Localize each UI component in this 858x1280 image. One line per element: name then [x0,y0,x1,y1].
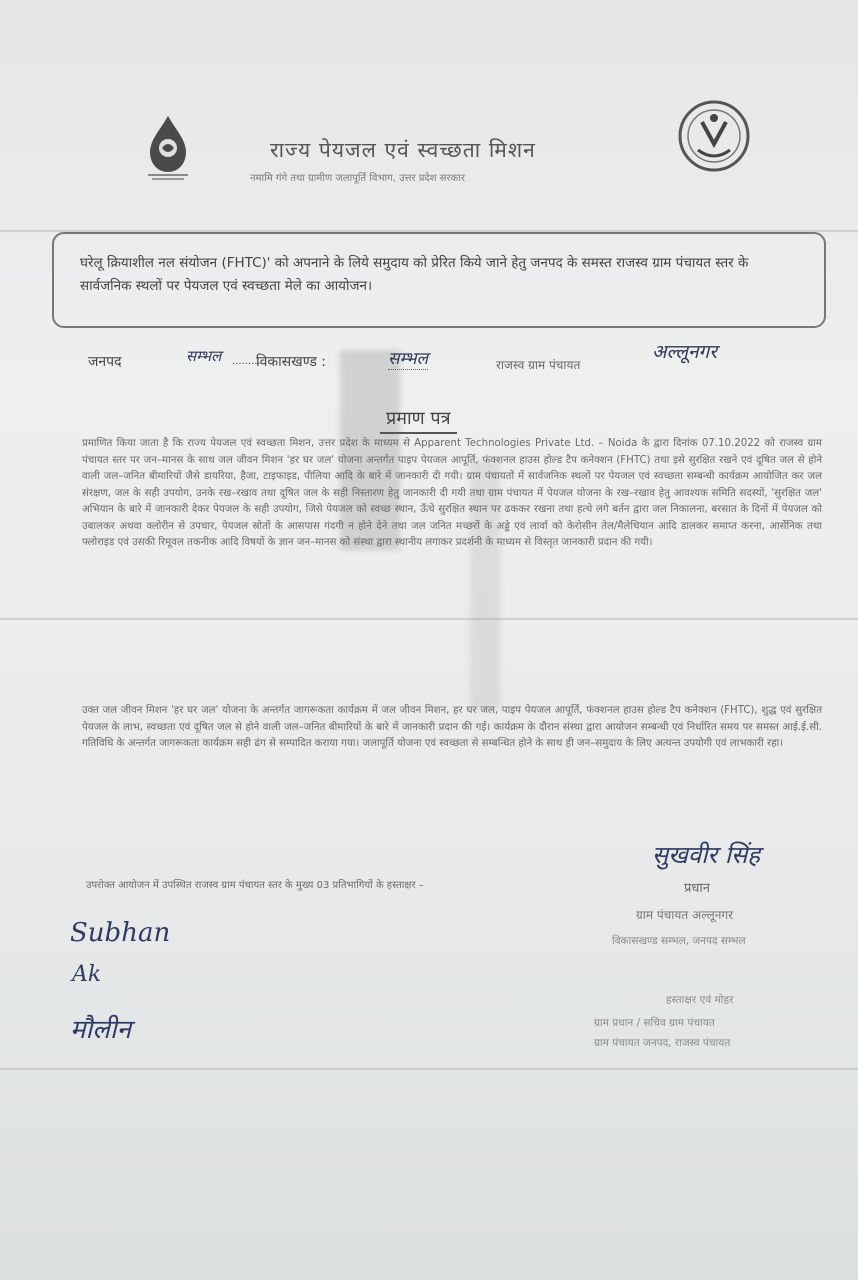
panchayat-value: अल्लूनगर [652,341,717,363]
attendee-signature-1: Subhan [70,918,171,948]
water-drop-logo-icon [138,112,198,182]
banner-text: घरेलू क्रियाशील नल संयोजन (FHTC)' को अपनाने के लिये समुदाय को प्रेरित किये जाने हेतु जनपद के समस्त राजस्व ग्राम पंचायत स्तर के सार्वजनिक स्थलों पर पेयजल एवं स्वच्छता मेले का आयोजन। [80,255,749,294]
certificate-paragraph-1: प्रमाणित किया जाता है कि राज्य पेयजल एवं स्वच्छता मिशन, उत्तर प्रदेश के माध्यम से Apparent Technologies Private Ltd. – Noida के द्वारा दिनांक 07.10.2022 को राजस्व ग्राम पंचायत स्तर पर जन–मानस के साथ जल जीवन मिशन 'हर घर जल' योजना अन्तर्गत पाइप पेयजल आपूर्ति, फंक्शनल हाउस होल्ड टैप कनेक्शन (FHTC) तथा इसे सुरक्षित रखने एवं दूषित जल से होने वाली जल–जनित बीमारियों जैसे डायरिया, हैजा, टाइफाइड, पीलिया आदि के बारे में जानकारी दी गयी। ग्राम पंचायतों में सार्वजनिक स्थलों पर पेयजल एवं स्वच्छता सम्बन्धी कार्यक्रम आयोजित कर जल संरक्षण, जल के सही उपयोग, उनके रख–रखाव तथा दूषित जल के सही निस्तारण हेतु जानकारी दी गयी तथा ग्राम पंचायत में पेयजल योजना के रख–रखाव हेतु आवश्यक समिति सदस्यों, 'सुरक्षित जल' अभियान के बारे में जानकारी देकर पेयजल के सही उपयोग, जिसे पेयजल को स्वच्छ स्थान, ऊँचे सुरक्षित स्थान पर ढककर रखना तथा हत्थे लगे बर्तन द्वारा जल निकालना, बरसात के दिनों में पेयजल को उबालकर अथवा क्लोरीन से उपचार, पेयजल स्रोतों के आसपास गंदगी न होने देने तथा जल जनित मच्छरों के अड्डे एवं लार्वा को केरोसीन तेल/मैलेथियान आदि डालकर समाप्त करना, आर्सेनिक तथा फ्लोराइड एवं उसकी रिमूवल तकनीक आदि विषयों के ज्ञान जन–मानस को संस्था द्वारा स्थानीय लगाकर प्रदर्शनी के माध्यम से विस्तृत जानकारी प्रदान की गयी। [82,438,822,548]
certificate-title: प्रमाण पत्र [380,406,457,434]
certificate-paragraph-2: उक्त जल जीवन मिशन 'हर घर जल' योजना के अन्तर्गत जागरूकता कार्यक्रम में जल जीवन मिशन, हर घर जल, पाइप पेयजल आपूर्ति, फंक्शनल हाउस होल्ड टैप कनेक्शन (FHTC), शुद्ध एवं सुरक्षित पेयजल के लाभ, स्वच्छता एवं दूषित जल से होने वाली जल–जनित बीमारियों के बारे में जानकारी प्रदान की गई। कार्यक्रम के दौरान संस्था द्वारा आयोजन सम्बन्धी एवं निर्धारित समय पर समस्त आई.ई.सी. गतिविधि के अन्तर्गत जागरूकता कार्यक्रम सही ढंग से सम्पादित कराया गया। जलापूर्ति योजना एवं स्वच्छता से सम्बन्धित होने के साथ ही जन–समुदाय के लिए अत्यन्त उपयोगी एवं लाभकारी रहा। [82,705,822,749]
block-label: विकासखण्ड : [256,354,327,370]
state-emblem-logo-icon [668,92,760,178]
mission-title: राज्य पेयजल एवं स्वच्छता मिशन [270,138,536,162]
pradhan-line-1: ग्राम प्रधान / सचिव ग्राम पंचायत [594,1017,715,1029]
pradhan-role: प्रधान [684,881,710,896]
sign-label: हस्ताक्षर एवं मोहर [666,994,734,1006]
pradhan-panchayat: ग्राम पंचायत अल्लूनगर [636,908,734,922]
attendee-signature-3: मौलीन [70,1015,132,1045]
mission-subtitle: नमामि गंगे तथा ग्रामीण जलापूर्ति विभाग, उत्तर प्रदेश सरकार [250,173,465,184]
pradhan-signature: सुखवीर सिंह [652,841,761,869]
event-banner [52,232,826,328]
attendees-intro: उपरोक्त आयोजन में उपस्थित राजस्व ग्राम पंचायत स्तर के मुख्य 03 प्रतिभागियों के हस्ताक्षर – [86,880,424,891]
panchayat-label: राजस्व ग्राम पंचायत [496,358,581,372]
attendee-signature-2: Ak [72,962,102,987]
pradhan-block: विकासखण्ड सम्भल, जनपद सम्भल [612,935,746,947]
district-label: जनपद [88,354,122,370]
district-dots: .......... [232,356,264,367]
fold-line [0,1068,858,1070]
district-value: सम्भल [186,347,222,365]
pradhan-line-2: ग्राम पंचायत जनपद, राजस्व पंचायत [594,1037,731,1049]
block-value: सम्भल [388,346,428,370]
